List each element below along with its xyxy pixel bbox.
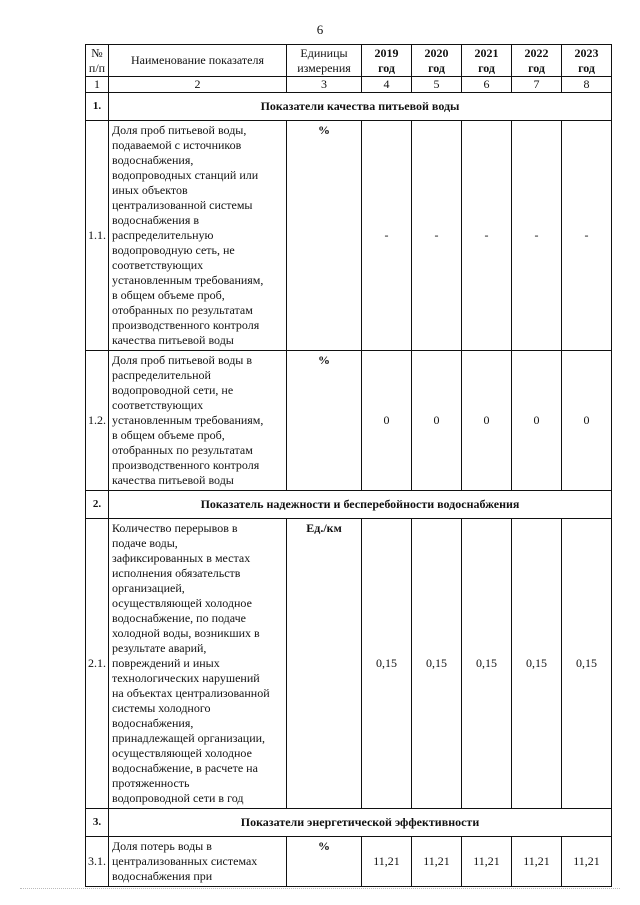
section-title: Показатель надежности и бесперебойности водоснабжения [109,491,612,519]
description-line: Количество перерывов в [112,521,238,535]
indicator-unit: % [287,121,362,351]
description-line: подаче воды, [112,536,178,550]
description-line: водоснабжение, по подаче [112,611,246,625]
indicator-description [109,519,287,809]
description-line: централизованной системы [112,198,253,212]
header-year-2021: 2021 год [462,45,512,77]
indicator-unit: % [287,837,362,887]
header-row [86,45,612,77]
section-number: 1. [86,93,109,121]
section-title: Показатели качества питьевой воды [109,93,612,121]
description-line: холодной воды, возникших в [112,626,260,640]
header-unit [287,45,362,77]
indicator-description [109,351,287,491]
indicator-number: 1.1. [86,121,109,351]
page-number: 6 [316,22,324,37]
description-line: качества питьевой воды [112,333,234,347]
description-line: исполнения обязательств [112,566,241,580]
indicator-description [109,837,287,887]
indicator-value: 0,15 [562,519,612,809]
description-line: организацией, [112,581,185,595]
indicator-value: 11,21 [512,837,562,887]
indicator-value: 0,15 [462,519,512,809]
indicators-table [85,44,612,887]
description-line: водоснабжение, в расчете на [112,761,258,775]
indicator-value: 11,21 [362,837,412,887]
indicator-number: 1.2. [86,351,109,491]
description-line: производственного контроля [112,318,260,332]
indicator-value: - [412,121,462,351]
indicator-value: - [562,121,612,351]
header-unit-line2: измерения [297,60,351,75]
indicator-description [109,121,287,351]
description-line: протяженность [112,776,190,790]
description-line: соответствующих [112,258,204,272]
header-num-line1: № [91,45,103,60]
section-row [86,809,612,837]
indicator-unit: % [287,351,362,491]
column-numbers-row [86,77,612,93]
description-line: технологических нарушений [112,671,260,685]
description-line: водоснабжения, [112,153,194,167]
col-number: 6 [462,77,512,93]
indicator-number: 3.1. [86,837,109,887]
description-line: водопроводную сеть, не [112,243,235,257]
indicator-value: 11,21 [462,837,512,887]
indicator-value: - [512,121,562,351]
description-line: отобранных по результатам [112,303,253,317]
indicator-value: 11,21 [412,837,462,887]
indicator-value: - [362,121,412,351]
header-name: Наименование показателя [109,45,287,77]
header-unit-line1: Единицы [300,45,348,60]
description-line: Доля проб питьевой воды, [112,123,247,137]
indicator-value: - [462,121,512,351]
description-line: Доля проб питьевой воды в [112,353,253,367]
col-number: 4 [362,77,412,93]
description-line: осуществляющей холодное [112,596,252,610]
description-line: производственного контроля [112,458,260,472]
scan-artifact-line [20,888,620,890]
description-line: водопроводной сети в год [112,791,244,805]
indicator-value: 0 [562,351,612,491]
description-line: подаваемой с источников [112,138,242,152]
indicator-row [86,519,612,809]
header-year-2023: 2023 год [562,45,612,77]
col-number: 2 [109,77,287,93]
col-number: 1 [86,77,109,93]
description-line: на объектах централизованной [112,686,270,700]
description-line: Доля потерь воды в [112,839,212,853]
description-line: осуществляющей холодное [112,746,252,760]
description-line: водопроводных станций или [112,168,259,182]
description-line: распределительную [112,228,214,242]
description-line: водоснабжения при [112,869,213,883]
description-line: распределительной [112,368,211,382]
col-number: 8 [562,77,612,93]
description-line: установленным требованиям, [112,413,264,427]
indicator-value: 0 [412,351,462,491]
description-line: водоснабжения, [112,716,194,730]
description-line: соответствующих [112,398,204,412]
indicator-row [86,121,612,351]
section-row [86,491,612,519]
description-line: системы холодного [112,701,211,715]
description-line: водопроводной сети, не [112,383,234,397]
header-year-2022: 2022 год [512,45,562,77]
indicator-value: 0 [362,351,412,491]
indicator-row [86,837,612,887]
header-year-2020: 2020 год [412,45,462,77]
col-number: 3 [287,77,362,93]
indicator-value: 0,15 [412,519,462,809]
indicator-value: 11,21 [562,837,612,887]
description-line: иных объектов [112,183,188,197]
header-num-line2: п/п [88,60,106,75]
description-line: принадлежащей организации, [112,731,266,745]
indicator-unit: Ед./км [287,519,362,809]
description-line: качества питьевой воды [112,473,234,487]
description-line: установленным требованиям, [112,273,264,287]
section-title: Показатели энергетической эффективности [109,809,612,837]
header-year-2019: 2019 год [362,45,412,77]
description-line: зафиксированных в местах [112,551,251,565]
indicator-row [86,351,612,491]
description-line: в общем объеме проб, [112,288,225,302]
indicator-value: 0 [462,351,512,491]
description-line: централизованных системах [112,854,258,868]
section-number: 3. [86,809,109,837]
description-line: в общем объеме проб, [112,428,225,442]
description-line: повреждений и иных [112,656,220,670]
description-line: отобранных по результатам [112,443,253,457]
col-number: 5 [412,77,462,93]
section-row [86,93,612,121]
col-number: 7 [512,77,562,93]
indicator-value: 0 [512,351,562,491]
description-line: результате аварий, [112,641,207,655]
description-line: водоснабжения в [112,213,200,227]
indicator-value: 0,15 [512,519,562,809]
section-number: 2. [86,491,109,519]
indicator-value: 0,15 [362,519,412,809]
indicator-number: 2.1. [86,519,109,809]
header-num [86,45,109,77]
